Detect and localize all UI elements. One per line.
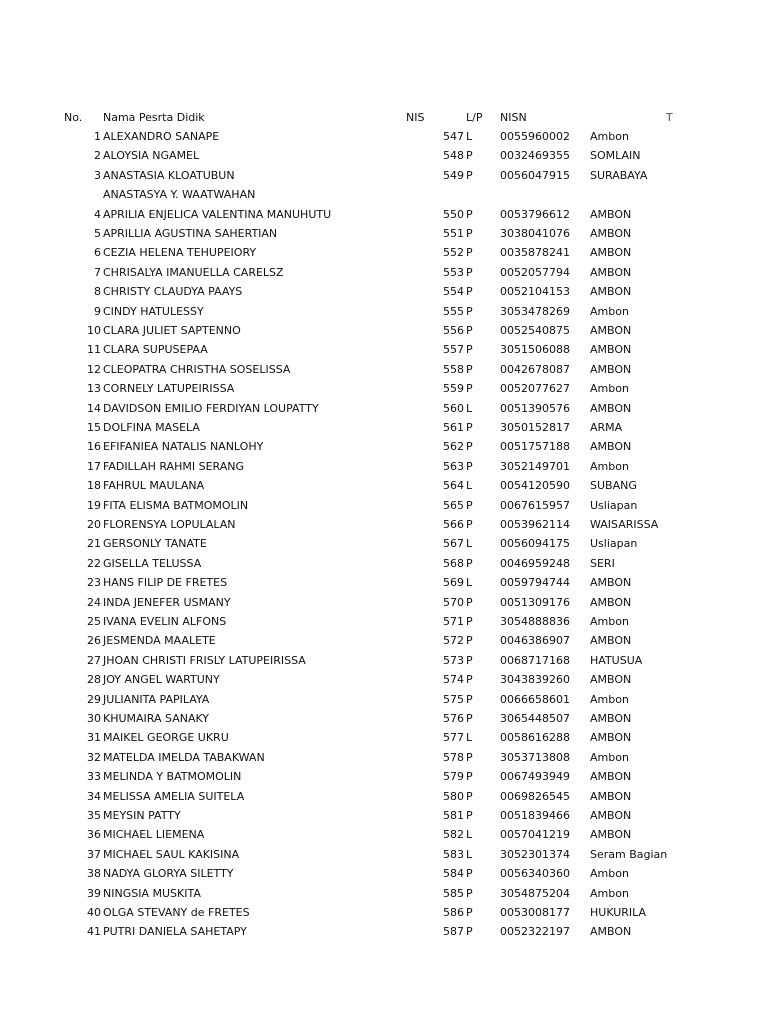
student-nis: 564: [443, 479, 464, 493]
row-number: 14: [87, 401, 101, 415]
student-gender: P: [466, 770, 473, 784]
student-birthplace: AMBON: [590, 731, 632, 745]
student-nis: 558: [443, 362, 464, 376]
table-row: [0, 787, 768, 806]
student-birthplace: AMBON: [590, 343, 632, 357]
student-birthplace: AMBON: [590, 925, 632, 939]
student-nis: 575: [443, 692, 464, 706]
row-number: 22: [87, 556, 101, 570]
student-nis: 561: [443, 421, 464, 434]
student-birthplace: AMBON: [590, 634, 632, 648]
student-birthplace: AMBON: [590, 246, 632, 260]
student-name: JULIANITA PAPILAYA: [103, 692, 210, 706]
row-number: 17: [87, 459, 101, 473]
student-nisn: 3054888836: [500, 615, 570, 628]
student-nis: 551: [443, 227, 464, 240]
student-name: MAIKEL GEORGE UKRU: [103, 731, 229, 745]
student-name: CLARA JULIET SAPTENNO: [103, 324, 241, 337]
student-nisn: 3053478269: [500, 304, 570, 318]
student-nis: 550: [443, 207, 464, 221]
student-nisn: 3053713808: [500, 750, 570, 764]
student-gender: P: [466, 867, 473, 881]
student-birthplace: AMBON: [590, 265, 632, 279]
student-birthplace: AMBON: [590, 712, 632, 725]
student-gender: P: [466, 382, 473, 396]
student-nis: 582: [443, 828, 464, 842]
student-gender: L: [466, 731, 473, 745]
student-gender: P: [466, 886, 473, 900]
row-number: 37: [87, 847, 101, 861]
student-nisn: 0068717168: [500, 653, 570, 667]
student-nisn: 0052540875: [500, 324, 570, 337]
table-row: [0, 884, 768, 903]
student-nisn: 0046959248: [500, 556, 570, 570]
student-nisn: 0067615957: [500, 498, 570, 512]
student-name: DAVIDSON EMILIO FERDIYAN LOUPATTY: [103, 401, 319, 415]
student-name: ANASTASIA KLOATUBUN: [103, 168, 235, 182]
student-gender: P: [466, 673, 473, 687]
table-row: [0, 573, 768, 592]
table-row: [0, 263, 768, 282]
student-name: INDA JENEFER USMANY: [103, 595, 231, 609]
row-number: 18: [87, 479, 101, 493]
table-row: [0, 224, 768, 243]
student-nisn: 0052322197: [500, 925, 570, 939]
row-number: 38: [87, 867, 101, 881]
student-nis: 580: [443, 789, 464, 803]
row-number: 32: [87, 750, 101, 764]
student-nis: 555: [443, 304, 464, 318]
student-birthplace: AMBON: [590, 789, 632, 803]
student-nisn: 3054875204: [500, 886, 570, 900]
student-birthplace: AMBON: [590, 770, 632, 784]
student-nis: 586: [443, 906, 464, 919]
student-gender: P: [466, 343, 473, 357]
student-name: ANASTASYA Y. WAATWAHAN: [103, 188, 256, 202]
student-name: NINGSIA MUSKITA: [103, 886, 201, 900]
student-nisn: 3050152817: [500, 421, 570, 434]
student-name: GERSONLY TANATE: [103, 537, 207, 551]
student-gender: L: [466, 576, 473, 590]
student-name: MEYSIN PATTY: [103, 809, 181, 822]
table-row: [0, 476, 768, 495]
student-name: ALOYSIA NGAMEL: [103, 149, 200, 163]
header-cut-off-letter: T: [666, 111, 673, 124]
student-gender: P: [466, 518, 473, 531]
header-name: Nama Pesrta Didik: [103, 111, 205, 124]
table-row: [0, 651, 768, 670]
student-name: APRILLIA AGUSTINA SAHERTIAN: [103, 227, 278, 240]
student-name: DOLFINA MASELA: [103, 421, 200, 434]
student-name: CHRISTY CLAUDYA PAAYS: [103, 285, 243, 299]
student-name: JOY ANGEL WARTUNY: [103, 673, 220, 687]
student-birthplace: Ambon: [590, 692, 629, 706]
student-nisn: 0056047915: [500, 168, 570, 182]
row-number: 15: [87, 421, 101, 434]
row-number: 26: [87, 634, 101, 648]
table-row: [0, 185, 768, 204]
student-gender: P: [466, 712, 473, 725]
row-number: 1: [94, 130, 101, 143]
student-name: OLGA STEVANY de FRETES: [103, 906, 250, 919]
student-birthplace: AMBON: [590, 401, 632, 415]
table-row: [0, 903, 768, 922]
table-row: [0, 767, 768, 786]
student-name: MICHAEL LIEMENA: [103, 828, 205, 842]
student-nisn: 0069826545: [500, 789, 570, 803]
table-row: [0, 166, 768, 185]
student-birthplace: Ambon: [590, 615, 629, 628]
student-birthplace: AMBON: [590, 362, 632, 376]
student-gender: P: [466, 324, 473, 337]
student-nisn: 0053962114: [500, 518, 570, 531]
student-nisn: 0066658601: [500, 692, 570, 706]
table-row: [0, 922, 768, 941]
table-row: [0, 515, 768, 534]
student-gender: P: [466, 595, 473, 609]
student-birthplace: ARMA: [590, 421, 623, 434]
student-birthplace: SOMLAIN: [590, 149, 641, 163]
student-nisn: 3051506088: [500, 343, 570, 357]
table-row: [0, 146, 768, 165]
student-nis: 569: [443, 576, 464, 590]
student-birthplace: AMBON: [590, 576, 632, 590]
student-birthplace: AMBON: [590, 828, 632, 842]
student-gender: P: [466, 265, 473, 279]
student-nisn: 3052301374: [500, 847, 570, 861]
student-nisn: 0051839466: [500, 809, 570, 822]
student-gender: P: [466, 304, 473, 318]
student-name: MATELDA IMELDA TABAKWAN: [103, 750, 265, 764]
student-birthplace: SUBANG: [590, 479, 637, 493]
table-row: [0, 670, 768, 689]
student-nisn: 0054120590: [500, 479, 570, 493]
student-nisn: 0057041219: [500, 828, 570, 842]
student-nis: 548: [443, 149, 464, 163]
student-gender: L: [466, 847, 473, 861]
student-birthplace: Ambon: [590, 459, 629, 473]
student-gender: P: [466, 362, 473, 376]
student-nisn: 0053008177: [500, 906, 570, 919]
table-row: [0, 360, 768, 379]
table-row: [0, 864, 768, 883]
table-row: [0, 302, 768, 321]
student-nisn: 0052077627: [500, 382, 570, 396]
student-name: CINDY HATULESSY: [103, 304, 204, 318]
student-nisn: 3065448507: [500, 712, 570, 725]
row-number: 35: [87, 809, 101, 822]
table-row: [0, 457, 768, 476]
student-nis: 579: [443, 770, 464, 784]
student-gender: P: [466, 440, 473, 454]
student-nisn: 0046386907: [500, 634, 570, 648]
row-number: 39: [87, 886, 101, 900]
table-row: [0, 127, 768, 146]
table-row: [0, 282, 768, 301]
row-number: 30: [87, 712, 101, 725]
header-no: No.: [64, 111, 83, 124]
row-number: 36: [87, 828, 101, 842]
student-name: JHOAN CHRISTI FRISLY LATUPEIRISSA: [103, 653, 306, 667]
student-nis: 578: [443, 750, 464, 764]
student-nisn: 0067493949: [500, 770, 570, 784]
table-row: [0, 631, 768, 650]
student-gender: P: [466, 789, 473, 803]
student-nis: 554: [443, 285, 464, 299]
student-nisn: 0052057794: [500, 265, 570, 279]
student-nis: 553: [443, 265, 464, 279]
student-nis: 547: [443, 130, 464, 143]
table-row: [0, 243, 768, 262]
row-number: 31: [87, 731, 101, 745]
row-number: 3: [94, 168, 101, 182]
student-gender: L: [466, 537, 473, 551]
student-birthplace: Seram Bagian: [590, 847, 668, 861]
table-row: [0, 690, 768, 709]
student-gender: P: [466, 498, 473, 512]
student-gender: P: [466, 692, 473, 706]
row-number: 23: [87, 576, 101, 590]
student-birthplace: AMBON: [590, 440, 632, 454]
student-gender: P: [466, 906, 473, 919]
row-number: 25: [87, 615, 101, 628]
student-gender: P: [466, 653, 473, 667]
student-name: CORNELY LATUPEIRISSA: [103, 382, 235, 396]
student-nisn: 0056340360: [500, 867, 570, 881]
row-number: 29: [87, 692, 101, 706]
student-nisn: 0052104153: [500, 285, 570, 299]
student-nis: 557: [443, 343, 464, 357]
student-gender: L: [466, 130, 473, 143]
student-nis: 572: [443, 634, 464, 648]
student-birthplace: SURABAYA: [590, 168, 648, 182]
header-nis: NIS: [406, 111, 425, 124]
row-number: 2: [94, 149, 101, 163]
student-birthplace: AMBON: [590, 227, 632, 240]
table-row: [0, 845, 768, 864]
student-nis: 563: [443, 459, 464, 473]
table-row: [0, 806, 768, 825]
student-birthplace: Ambon: [590, 750, 629, 764]
student-name: EFIFANIEA NATALIS NANLOHY: [103, 440, 264, 454]
table-row: [0, 534, 768, 553]
student-gender: P: [466, 615, 473, 628]
student-nisn: 0059794744: [500, 576, 570, 590]
student-nisn: 3043839260: [500, 673, 570, 687]
student-name: FAHRUL MAULANA: [103, 479, 205, 493]
student-gender: P: [466, 168, 473, 182]
table-row: [0, 496, 768, 515]
student-birthplace: Ambon: [590, 382, 629, 396]
student-name: ALEXANDRO SANAPE: [103, 130, 220, 143]
student-birthplace: AMBON: [590, 809, 632, 822]
student-nis: 570: [443, 595, 464, 609]
student-nisn: 0051390576: [500, 401, 570, 415]
student-nisn: 0032469355: [500, 149, 570, 163]
student-gender: P: [466, 750, 473, 764]
student-name: HANS FILIP DE FRETES: [103, 576, 228, 590]
row-number: 4: [94, 207, 101, 221]
student-nis: 549: [443, 168, 464, 182]
student-nis: 568: [443, 556, 464, 570]
student-nis: 560: [443, 401, 464, 415]
table-row: [0, 825, 768, 844]
student-birthplace: WAISARISSA: [590, 518, 659, 531]
row-number: 33: [87, 770, 101, 784]
student-name: FLORENSYA LOPULALAN: [103, 518, 236, 531]
student-nis: 571: [443, 615, 464, 628]
student-birthplace: Ambon: [590, 304, 629, 318]
row-number: 20: [87, 518, 101, 531]
student-name: MELINDA Y BATMOMOLIN: [103, 770, 242, 784]
student-birthplace: AMBON: [590, 207, 632, 221]
student-birthplace: Usliapan: [590, 498, 638, 512]
student-birthplace: AMBON: [590, 595, 632, 609]
student-name: MICHAEL SAUL KAKISINA: [103, 847, 240, 861]
table-row: [0, 593, 768, 612]
student-gender: L: [466, 828, 473, 842]
student-gender: P: [466, 246, 473, 260]
student-nis: 562: [443, 440, 464, 454]
student-birthplace: AMBON: [590, 285, 632, 299]
student-nis: 574: [443, 673, 464, 687]
student-gender: P: [466, 459, 473, 473]
row-number: 5: [94, 227, 101, 240]
row-number: 41: [87, 925, 101, 939]
student-nis: 573: [443, 653, 464, 667]
student-birthplace: Ambon: [590, 130, 629, 143]
student-name: CLARA SUPUSEPAA: [103, 343, 208, 357]
student-gender: P: [466, 809, 473, 822]
table-row: [0, 399, 768, 418]
row-number: 9: [94, 304, 101, 318]
student-gender: P: [466, 149, 473, 163]
student-name: CLEOPATRA CHRISTHA SOSELISSA: [103, 362, 291, 376]
student-nisn: 0035878241: [500, 246, 570, 260]
student-gender: P: [466, 285, 473, 299]
student-nisn: 3052149701: [500, 459, 570, 473]
table-row: [0, 379, 768, 398]
student-name: JESMENDA MAALETE: [103, 634, 216, 648]
student-name: IVANA EVELIN ALFONS: [103, 615, 227, 628]
student-nisn: 3038041076: [500, 227, 570, 240]
row-number: 16: [87, 440, 101, 454]
student-birthplace: Usliapan: [590, 537, 638, 551]
table-row: [0, 728, 768, 747]
row-number: 6: [94, 246, 101, 260]
table-row: [0, 340, 768, 359]
table-row: [0, 554, 768, 573]
student-birthplace: AMBON: [590, 324, 632, 337]
student-nisn: 0056094175: [500, 537, 570, 551]
row-number: 28: [87, 673, 101, 687]
table-row: [0, 748, 768, 767]
student-nis: 583: [443, 847, 464, 861]
student-nis: 577: [443, 731, 464, 745]
student-gender: L: [466, 479, 473, 493]
table-row: [0, 205, 768, 224]
header-lp: L/P: [466, 111, 483, 124]
student-nis: 565: [443, 498, 464, 512]
student-gender: P: [466, 207, 473, 221]
header-nisn: NISN: [500, 111, 527, 124]
student-name: FITA ELISMA BATMOMOLIN: [103, 498, 249, 512]
student-nis: 587: [443, 925, 464, 939]
student-name: MELISSA AMELIA SUITELA: [103, 789, 245, 803]
student-birthplace: HATUSUA: [590, 653, 643, 667]
table-row: [0, 612, 768, 631]
student-birthplace: SERI: [590, 556, 615, 570]
student-nis: 584: [443, 867, 464, 881]
student-name: KHUMAIRA SANAKY: [103, 712, 210, 725]
row-number: 21: [87, 537, 101, 551]
student-birthplace: Ambon: [590, 867, 629, 881]
student-name: NADYA GLORYA SILETTY: [103, 867, 234, 881]
student-name: PUTRI DANIELA SAHETAPY: [103, 925, 247, 939]
student-name: GISELLA TELUSSA: [103, 556, 202, 570]
student-nis: 585: [443, 886, 464, 900]
student-nis: 556: [443, 324, 464, 337]
row-number: 27: [87, 653, 101, 667]
student-name: FADILLAH RAHMI SERANG: [103, 459, 244, 473]
student-gender: P: [466, 634, 473, 648]
student-birthplace: Ambon: [590, 886, 629, 900]
row-number: 24: [87, 595, 101, 609]
student-gender: L: [466, 401, 473, 415]
row-number: 34: [87, 789, 101, 803]
row-number: 19: [87, 498, 101, 512]
student-name: CHRISALYA IMANUELLA CARELSZ: [103, 265, 284, 279]
table-row: [0, 437, 768, 456]
student-name: APRILIA ENJELICA VALENTINA MANUHUTU: [103, 207, 332, 221]
student-nis: 576: [443, 712, 464, 725]
row-number: 8: [94, 285, 101, 299]
student-nis: 567: [443, 537, 464, 551]
row-number: 13: [87, 382, 101, 396]
student-gender: P: [466, 925, 473, 939]
row-number: 10: [87, 324, 101, 337]
student-nis: 552: [443, 246, 464, 260]
student-birthplace: AMBON: [590, 673, 632, 687]
table-row: [0, 418, 768, 437]
table-row: [0, 709, 768, 728]
student-gender: P: [466, 556, 473, 570]
student-nisn: 0058616288: [500, 731, 570, 745]
table-row: [0, 321, 768, 340]
student-nis: 559: [443, 382, 464, 396]
student-nisn: 0051757188: [500, 440, 570, 454]
row-number: 40: [87, 906, 101, 919]
student-gender: P: [466, 421, 473, 434]
student-nis: 581: [443, 809, 464, 822]
student-nis: 566: [443, 518, 464, 531]
row-number: 11: [87, 343, 101, 357]
student-gender: P: [466, 227, 473, 240]
student-name: CEZIA HELENA TEHUPEIORY: [103, 246, 257, 260]
row-number: 12: [87, 362, 101, 376]
row-number: 7: [94, 265, 101, 279]
student-nisn: 0051309176: [500, 595, 570, 609]
student-nisn: 0055960002: [500, 130, 570, 143]
student-nisn: 0042678087: [500, 362, 570, 376]
student-birthplace: HUKURILA: [590, 906, 647, 919]
student-nisn: 0053796612: [500, 207, 570, 221]
